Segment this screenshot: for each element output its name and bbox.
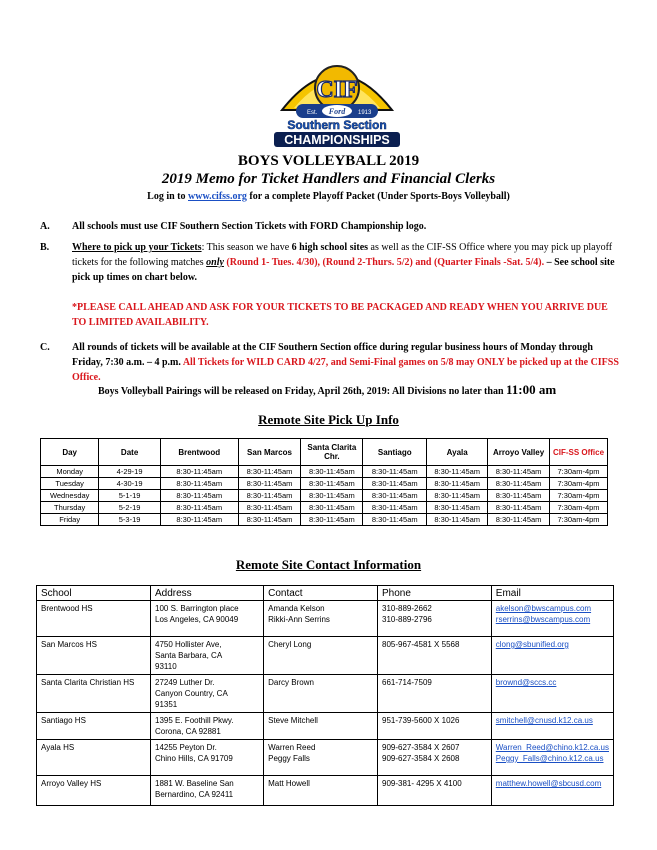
contact-address-line: Corona, CA 92881	[155, 727, 221, 736]
pickup-header-cell: Arroyo Valley	[488, 439, 550, 466]
login-note	[0, 191, 657, 202]
contact-contact	[264, 776, 378, 806]
email-link[interactable]: Peggy_Falls@chino.k12.ca.us	[495, 754, 604, 763]
pickup-cell: 8:30-11:45am	[238, 478, 301, 490]
contact-address	[151, 675, 264, 713]
contact-phone-line: 805-967-4581 X 5568	[382, 640, 460, 649]
pickup-header-cell: Santiago	[363, 439, 427, 466]
contact-contact	[264, 675, 378, 713]
email-link[interactable]: clong@sbunified.org	[495, 640, 569, 649]
pickup-cell: 8:30-11:45am	[238, 466, 301, 478]
contact-phone-line: 909-381- 4295 X 4100	[382, 779, 462, 788]
contact-school: Santa Clarita Christian HS	[37, 675, 151, 713]
pickup-row	[41, 478, 608, 490]
contact-school: Ayala HS	[37, 740, 151, 776]
email-link[interactable]: matthew.howell@sbcusd.com	[495, 779, 602, 788]
pickup-cell: 5-2-19	[99, 502, 160, 514]
item-b-note: *PLEASE CALL AHEAD AND ASK FOR YOUR TICKETS TO BE PACKAGED AND READY WHEN YOU ARRIVE DUE TO LIMITED AVAILABILITY.	[72, 302, 608, 328]
contact-phone-line: 661-714-7509	[382, 678, 432, 687]
item-c-label: C.	[40, 342, 50, 353]
contact-email	[491, 675, 613, 713]
pickup-row	[41, 514, 608, 526]
pickup-cell: 8:30-11:45am	[488, 466, 550, 478]
pickup-row	[41, 466, 608, 478]
pickup-cell: 8:30-11:45am	[160, 466, 238, 478]
pickup-header-cell: CIF-SS Office	[550, 439, 608, 466]
email-link[interactable]: rserrins@bwscampus.com	[495, 615, 591, 624]
pickup-cell: 8:30-11:45am	[488, 502, 550, 514]
contacts-header-cell: Phone	[378, 586, 492, 601]
pickup-cell: 8:30-11:45am	[488, 514, 550, 526]
pickup-cell: 8:30-11:45am	[301, 514, 363, 526]
contact-address-line: 4750 Hollister Ave,	[155, 640, 222, 649]
pickup-cell: 8:30-11:45am	[427, 490, 488, 502]
contacts-body	[37, 601, 614, 806]
pickup-header-cell: Ayala	[427, 439, 488, 466]
pickup-row	[41, 490, 608, 502]
contact-row	[37, 713, 614, 740]
pickup-cell: 8:30-11:45am	[427, 502, 488, 514]
contacts-heading: Remote Site Contact Information	[235, 557, 422, 572]
contact-address-line: 91351	[155, 700, 178, 709]
pickup-cell: Tuesday	[41, 478, 99, 490]
contacts-header-cell: Email	[491, 586, 613, 601]
pickup-header-cell: San Marcos	[238, 439, 301, 466]
login-suffix: for a complete Playoff Packet (Under Sports-Boys Volleyball)	[246, 191, 510, 202]
cifss-link[interactable]: www.cifss.org	[188, 191, 247, 202]
contact-contact-line: Peggy Falls	[268, 754, 310, 763]
contact-email	[491, 637, 613, 675]
logo-southern-section-text: Southern Section	[287, 118, 387, 132]
contact-phone	[378, 637, 492, 675]
pickup-cell: 8:30-11:45am	[363, 490, 427, 502]
email-link[interactable]: smitchell@cnusd.k12.ca.us	[495, 716, 593, 725]
contact-row	[37, 776, 614, 806]
pickup-cell: Monday	[41, 466, 99, 478]
pairings-note: Boys Volleyball Pairings will be released on Friday, April 26th, 2019: All Divisions no later than 11:00 am	[98, 382, 557, 397]
contact-contact	[264, 637, 378, 675]
contact-address-line: Canyon Country, CA	[155, 689, 228, 698]
contact-contact-line: Cheryl Long	[268, 640, 312, 649]
pickup-cell: 8:30-11:45am	[427, 514, 488, 526]
contact-address-line: 93110	[155, 662, 177, 671]
pickup-cell: 7:30am-4pm	[550, 490, 608, 502]
contact-email	[491, 776, 613, 806]
contact-contact	[264, 713, 378, 740]
logo-year-text: 1913	[358, 110, 372, 116]
contact-address-line: Chino Hills, CA 91709	[155, 754, 233, 763]
contact-address	[151, 601, 264, 637]
pickup-cell: 4-29-19	[99, 466, 160, 478]
pickup-cell: 8:30-11:45am	[301, 466, 363, 478]
document-subtitle: 2019 Memo for Ticket Handlers and Financial Clerks	[161, 171, 496, 187]
contact-address	[151, 740, 264, 776]
item-b-lead: Where to pick up your Tickets	[72, 242, 202, 253]
contact-address-line: 14255 Peyton Dr.	[155, 743, 217, 752]
pickup-cell: 8:30-11:45am	[301, 502, 363, 514]
pickup-cell: 8:30-11:45am	[238, 514, 301, 526]
pickup-cell: 7:30am-4pm	[550, 514, 608, 526]
contact-contact	[264, 601, 378, 637]
item-c-text: All rounds of tickets will be available at the CIF Southern Section office during regular business hours of Monday through Friday, 7:30 a.m. – 4 p.m. All Tickets for WILD CARD 4/27, and Semi-Final games on 5/8 may ONLY be picked up at the CIFSS Office.	[72, 342, 619, 383]
pickup-cell: Wednesday	[41, 490, 99, 502]
contact-contact-line: Warren Reed	[268, 743, 316, 752]
pickup-cell: 8:30-11:45am	[427, 478, 488, 490]
pickup-table	[40, 438, 608, 526]
email-link[interactable]: akelson@bwscampus.com	[495, 604, 592, 613]
pickup-cell: 5-1-19	[99, 490, 160, 502]
pickup-cell: Thursday	[41, 502, 99, 514]
contact-phone-line: 909-627-3584 X 2607	[382, 743, 460, 752]
pickup-header-cell: Date	[99, 439, 160, 466]
pickup-cell: 8:30-11:45am	[488, 478, 550, 490]
pickup-cell: 8:30-11:45am	[238, 502, 301, 514]
item-a-text: All schools must use CIF Southern Section Tickets with FORD Championship logo.	[72, 221, 427, 232]
contacts-header-cell: Address	[151, 586, 264, 601]
logo-championships-text: CHAMPIONSHIPS	[284, 133, 390, 147]
contact-address-line: 1881 W. Baseline San	[155, 779, 234, 788]
pickup-cell: 7:30am-4pm	[550, 478, 608, 490]
contact-address-line: 1395 E. Foothill Pkwy.	[155, 716, 234, 725]
contact-phone-line: 310-889-2796	[382, 615, 432, 624]
contact-email	[491, 601, 613, 637]
pickup-header-cell: Santa Clarita Chr.	[301, 439, 363, 466]
pickup-cell: 8:30-11:45am	[488, 490, 550, 502]
item-a-label: A.	[40, 221, 50, 232]
contact-email	[491, 713, 613, 740]
contact-phone	[378, 601, 492, 637]
contact-email	[491, 740, 613, 776]
login-prefix: Log in to	[147, 191, 188, 202]
contact-row	[37, 637, 614, 675]
pickup-cell: 8:30-11:45am	[363, 502, 427, 514]
contacts-header-row	[37, 586, 614, 601]
contact-address-line: Santa Barbara, CA	[155, 651, 223, 660]
contact-school: Santiago HS	[37, 713, 151, 740]
pickup-header-cell: Brentwood	[160, 439, 238, 466]
pickup-cell: 8:30-11:45am	[160, 502, 238, 514]
contact-address-line: Bernardino, CA 92411	[155, 790, 234, 799]
contact-contact	[264, 740, 378, 776]
pickup-cell: 8:30-11:45am	[363, 466, 427, 478]
pickup-cell: 8:30-11:45am	[363, 514, 427, 526]
contacts-table	[36, 585, 614, 806]
pickup-cell: 8:30-11:45am	[160, 478, 238, 490]
pickup-cell: 8:30-11:45am	[238, 490, 301, 502]
contact-school: Brentwood HS	[37, 601, 151, 637]
contact-phone	[378, 713, 492, 740]
contact-address	[151, 637, 264, 675]
contact-phone	[378, 776, 492, 806]
pickup-cell: 8:30-11:45am	[427, 466, 488, 478]
pickup-heading: Remote Site Pick Up Info	[258, 412, 399, 427]
contact-phone-line: 909-627-3584 X 2608	[382, 754, 460, 763]
logo-est-text: Est.	[307, 110, 318, 116]
document-title: BOYS VOLLEYBALL 2019	[237, 153, 420, 169]
contact-address	[151, 713, 264, 740]
pickup-cell: 8:30-11:45am	[160, 490, 238, 502]
pickup-cell: 8:30-11:45am	[301, 478, 363, 490]
contact-phone	[378, 675, 492, 713]
cif-ford-championships-logo	[262, 48, 412, 148]
pickup-cell: 7:30am-4pm	[550, 466, 608, 478]
pickup-row	[41, 502, 608, 514]
pickup-header-cell: Day	[41, 439, 99, 466]
contact-row	[37, 740, 614, 776]
contact-row	[37, 675, 614, 713]
pickup-body	[41, 466, 608, 526]
logo-ford-text: Ford	[328, 107, 346, 116]
item-b-label: B.	[40, 242, 50, 253]
contact-contact-line: Rikki-Ann Serrins	[268, 615, 330, 624]
contacts-header-cell: School	[37, 586, 151, 601]
pickup-cell: 7:30am-4pm	[550, 502, 608, 514]
logo-cif-text: CIF	[316, 77, 358, 103]
email-link[interactable]: brownd@sccs.cc	[495, 678, 557, 687]
pickup-cell: 5-3-19	[99, 514, 160, 526]
contact-school: Arroyo Valley HS	[37, 776, 151, 806]
contact-contact-line: Amanda Kelson	[268, 604, 325, 613]
pickup-cell: 4-30-19	[99, 478, 160, 490]
contact-contact-line: Darcy Brown	[268, 678, 314, 687]
contact-phone	[378, 740, 492, 776]
pickup-cell: 8:30-11:45am	[301, 490, 363, 502]
contact-school: San Marcos HS	[37, 637, 151, 675]
pickup-cell: Friday	[41, 514, 99, 526]
contact-contact-line: Matt Howell	[268, 779, 310, 788]
contact-phone-line: 310-889-2662	[382, 604, 432, 613]
email-link[interactable]: Warren_Reed@chino.k12.ca.us	[495, 743, 609, 752]
item-b-text: Where to pick up your Tickets: This season we have 6 high school sites as well as the CIF-SS Office where you may pick up playoff tickets for the following matches only (Round 1- Tues. 4/30), (Round 2-Thurs. 5/2) and (Quarter Finals -Sat. 5/4). – See school site pick up times on chart below. *PLEASE CALL AHEAD AND ASK FOR YOUR TICKETS TO BE PACKAGED AND READY WHEN YOU ARRIVE DUE TO LIMITED AVAILABILITY.	[72, 242, 615, 328]
contact-address-line: Los Angeles, CA 90049	[155, 615, 239, 624]
pickup-cell: 8:30-11:45am	[363, 478, 427, 490]
contact-address-line: 100 S. Barrington place	[155, 604, 239, 613]
contact-contact-line: Steve Mitchell	[268, 716, 318, 725]
pickup-header-row	[41, 439, 608, 466]
contact-row	[37, 601, 614, 637]
contacts-header-cell: Contact	[264, 586, 378, 601]
contact-address	[151, 776, 264, 806]
contact-address-line: 27249 Luther Dr.	[155, 678, 215, 687]
contact-phone-line: 951-739-5600 X 1026	[382, 716, 460, 725]
pickup-cell: 8:30-11:45am	[160, 514, 238, 526]
